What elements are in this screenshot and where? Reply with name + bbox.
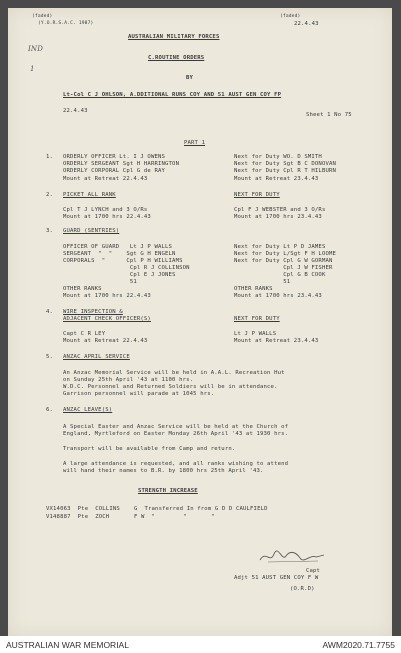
s4-heading-2: ADJACENT CHECK OFFICER(S): [63, 316, 151, 322]
s3-heading: GUARD (SENTRIES): [63, 228, 120, 234]
archive-footer: [0, 636, 401, 653]
s5-line-1: An Anzac Memorial Service will be held in A.A.L. Recreation Hut: [63, 370, 285, 376]
s3-left-line-1: OFFICER OF GUARD Lt J P WALLS: [63, 244, 173, 250]
s4-heading-1: WIRE INSPECTION &: [63, 309, 123, 315]
s3-left-line-7: OTHER RANKS: [63, 286, 102, 292]
order-date: 22.4.43: [63, 108, 88, 114]
s1-right-1: Next for Duty WO. D SMITH: [234, 154, 322, 160]
s1-left-3: ORDERLY CORPORAL Cpl G de RAY: [63, 168, 166, 174]
strength-heading: STRENGTH INCREASE: [138, 488, 198, 494]
s3-left-line-8: Mount at 1700 hrs 22.4.43: [63, 293, 151, 299]
s3-left-line-6: 51: [63, 279, 137, 285]
s6-line-1: A Special Easter and Anzac Service will be held at the Church of: [63, 424, 289, 430]
s1-left-2: ORDERLY SERGEANT Sgt H HARRINGTON: [63, 161, 180, 167]
s2-right-heading: NEXT FOR DUTY: [234, 192, 280, 198]
s5-line-3: W.D.C. Personnel and Returned Soldiers will be in attendance.: [63, 384, 278, 390]
part-heading: PART 1: [184, 140, 206, 146]
side-note-ind: IND: [28, 45, 43, 53]
section-2-number: 2.: [46, 192, 54, 198]
s1-left-1: ORDERLY OFFICER Lt. I J OWENS: [63, 154, 166, 160]
document-page: [8, 8, 392, 636]
s1-right-3: Next for Duty Cpl R T HILBURN: [234, 168, 337, 174]
title-line-3: BY: [186, 75, 194, 81]
footer-right: AWM2020.71.7755: [322, 640, 395, 650]
s3-right-line-8: Mount at 1700 hrs 23.4.43: [234, 293, 322, 299]
s3-left-line-3: CORPORALS " Cpl P H WILLIAMS: [63, 258, 183, 264]
title-line-4: Lt-Col C J OHLSON, A.DDITIONAL RUNS COY AND 51 AUST GEN COY FP: [63, 92, 282, 98]
s4-left-line-2: Mount at Retreat 22.4.43: [63, 338, 148, 344]
s6-line-5: will hand their names to B.R. by 1800 hrs 25th April '43.: [63, 468, 264, 474]
s6-heading: ANZAC LEAVE(S): [63, 407, 113, 413]
s2-heading: PICKET ALL RANK: [63, 192, 116, 198]
s3-right-line-3: Next for Duty Cpl G W GORMAN: [234, 258, 333, 264]
strength-row-1: VX14063 Pte COLLINS G Transferred In from G D D CAULFIELD: [46, 506, 268, 512]
section-6-number: 6.: [46, 407, 54, 413]
s6-line-2: England, Myrtleford on Easter Monday 26th April '43 at 1930 hrs.: [63, 431, 289, 437]
s3-right-line-5: Cpl G B COOK: [234, 272, 326, 278]
s3-right-line-1: Next for Duty Lt P D JAMES: [234, 244, 326, 250]
s4-right-line-1: Lt J P WALLS: [234, 331, 277, 337]
s5-line-4: Garrison personnel will parade at 1045 hrs.: [63, 391, 215, 397]
s3-right-line-4: Cpl J W FISHER: [234, 265, 333, 271]
s2-right-line-2: Mount at 1700 hrs 23.4.43: [234, 214, 322, 220]
s4-right-heading: NEXT FOR DUTY: [234, 316, 280, 322]
signature-rank: Capt: [306, 568, 321, 574]
s6-line-4: A large attendance is requested, and all ranks wishing to attend: [63, 461, 289, 467]
signature-line: Adjt 51 AUST GEN COY F W: [234, 575, 319, 581]
top-right-stamp: (faded): [280, 14, 301, 19]
sheet-number: Sheet 1 No 75: [306, 112, 352, 118]
top-right-date: 22.4.43: [294, 21, 319, 27]
s5-line-2: on Sunday 25th April '43 at 1100 hrs.: [63, 377, 194, 383]
s3-right-line-2: Next for Duty L/Sgt F H LOOME: [234, 251, 337, 257]
s1-right-4: Mount at Retreat 23.4.43: [234, 176, 319, 182]
s1-left-4: Mount at Retreat 22.4.43: [63, 176, 148, 182]
s4-left-line-1: Capt C R LEY: [63, 331, 106, 337]
s3-left-line-5: Cpl E J JONES: [63, 272, 176, 278]
s2-left-line-2: Mount at 1700 hrs 22.4.43: [63, 214, 151, 220]
title-line-1: AUSTRALIAN MILITARY FORCES: [128, 34, 220, 40]
s2-right-line-1: Cpl F J WEBSTER and 3 O/Rs: [234, 207, 326, 213]
s6-line-3: Transport will be available from Camp and return.: [63, 446, 236, 452]
signature: [258, 546, 328, 566]
s1-right-2: Next for Duty Sgt B C DONOVAN: [234, 161, 337, 167]
top-left-stamp: (faded): [32, 14, 53, 19]
s3-right-line-6: 51: [234, 279, 291, 285]
s3-left-line-2: SERGEANT " " Sgt G H ENGELN: [63, 251, 176, 257]
title-line-2: C.ROUTINE ORDERS: [148, 55, 205, 61]
s2-left-line-1: Cpl T J LYNCH and 3 O/Rs: [63, 207, 148, 213]
section-1-number: 1.: [46, 154, 54, 160]
section-4-number: 4.: [46, 309, 54, 315]
signature-bracket: (O.R.D): [290, 586, 315, 592]
section-3-number: 3.: [46, 228, 54, 234]
footer-left: AUSTRALIAN WAR MEMORIAL: [6, 640, 129, 650]
strength-row-2: V148887 Pte ZOCH F W " " ": [46, 514, 215, 520]
section-5-number: 5.: [46, 354, 54, 360]
side-note-one: 1: [30, 65, 35, 73]
top-left-ref: (Y.O.R.S.A.C. 1987): [38, 21, 94, 26]
s3-right-line-7: OTHER RANKS: [234, 286, 273, 292]
s5-heading: ANZAC APRIL SERVICE: [63, 354, 130, 360]
s4-right-line-2: Mount at Retreat 23.4.43: [234, 338, 319, 344]
s3-left-line-4: Cpl R J COLLINSON: [63, 265, 190, 271]
